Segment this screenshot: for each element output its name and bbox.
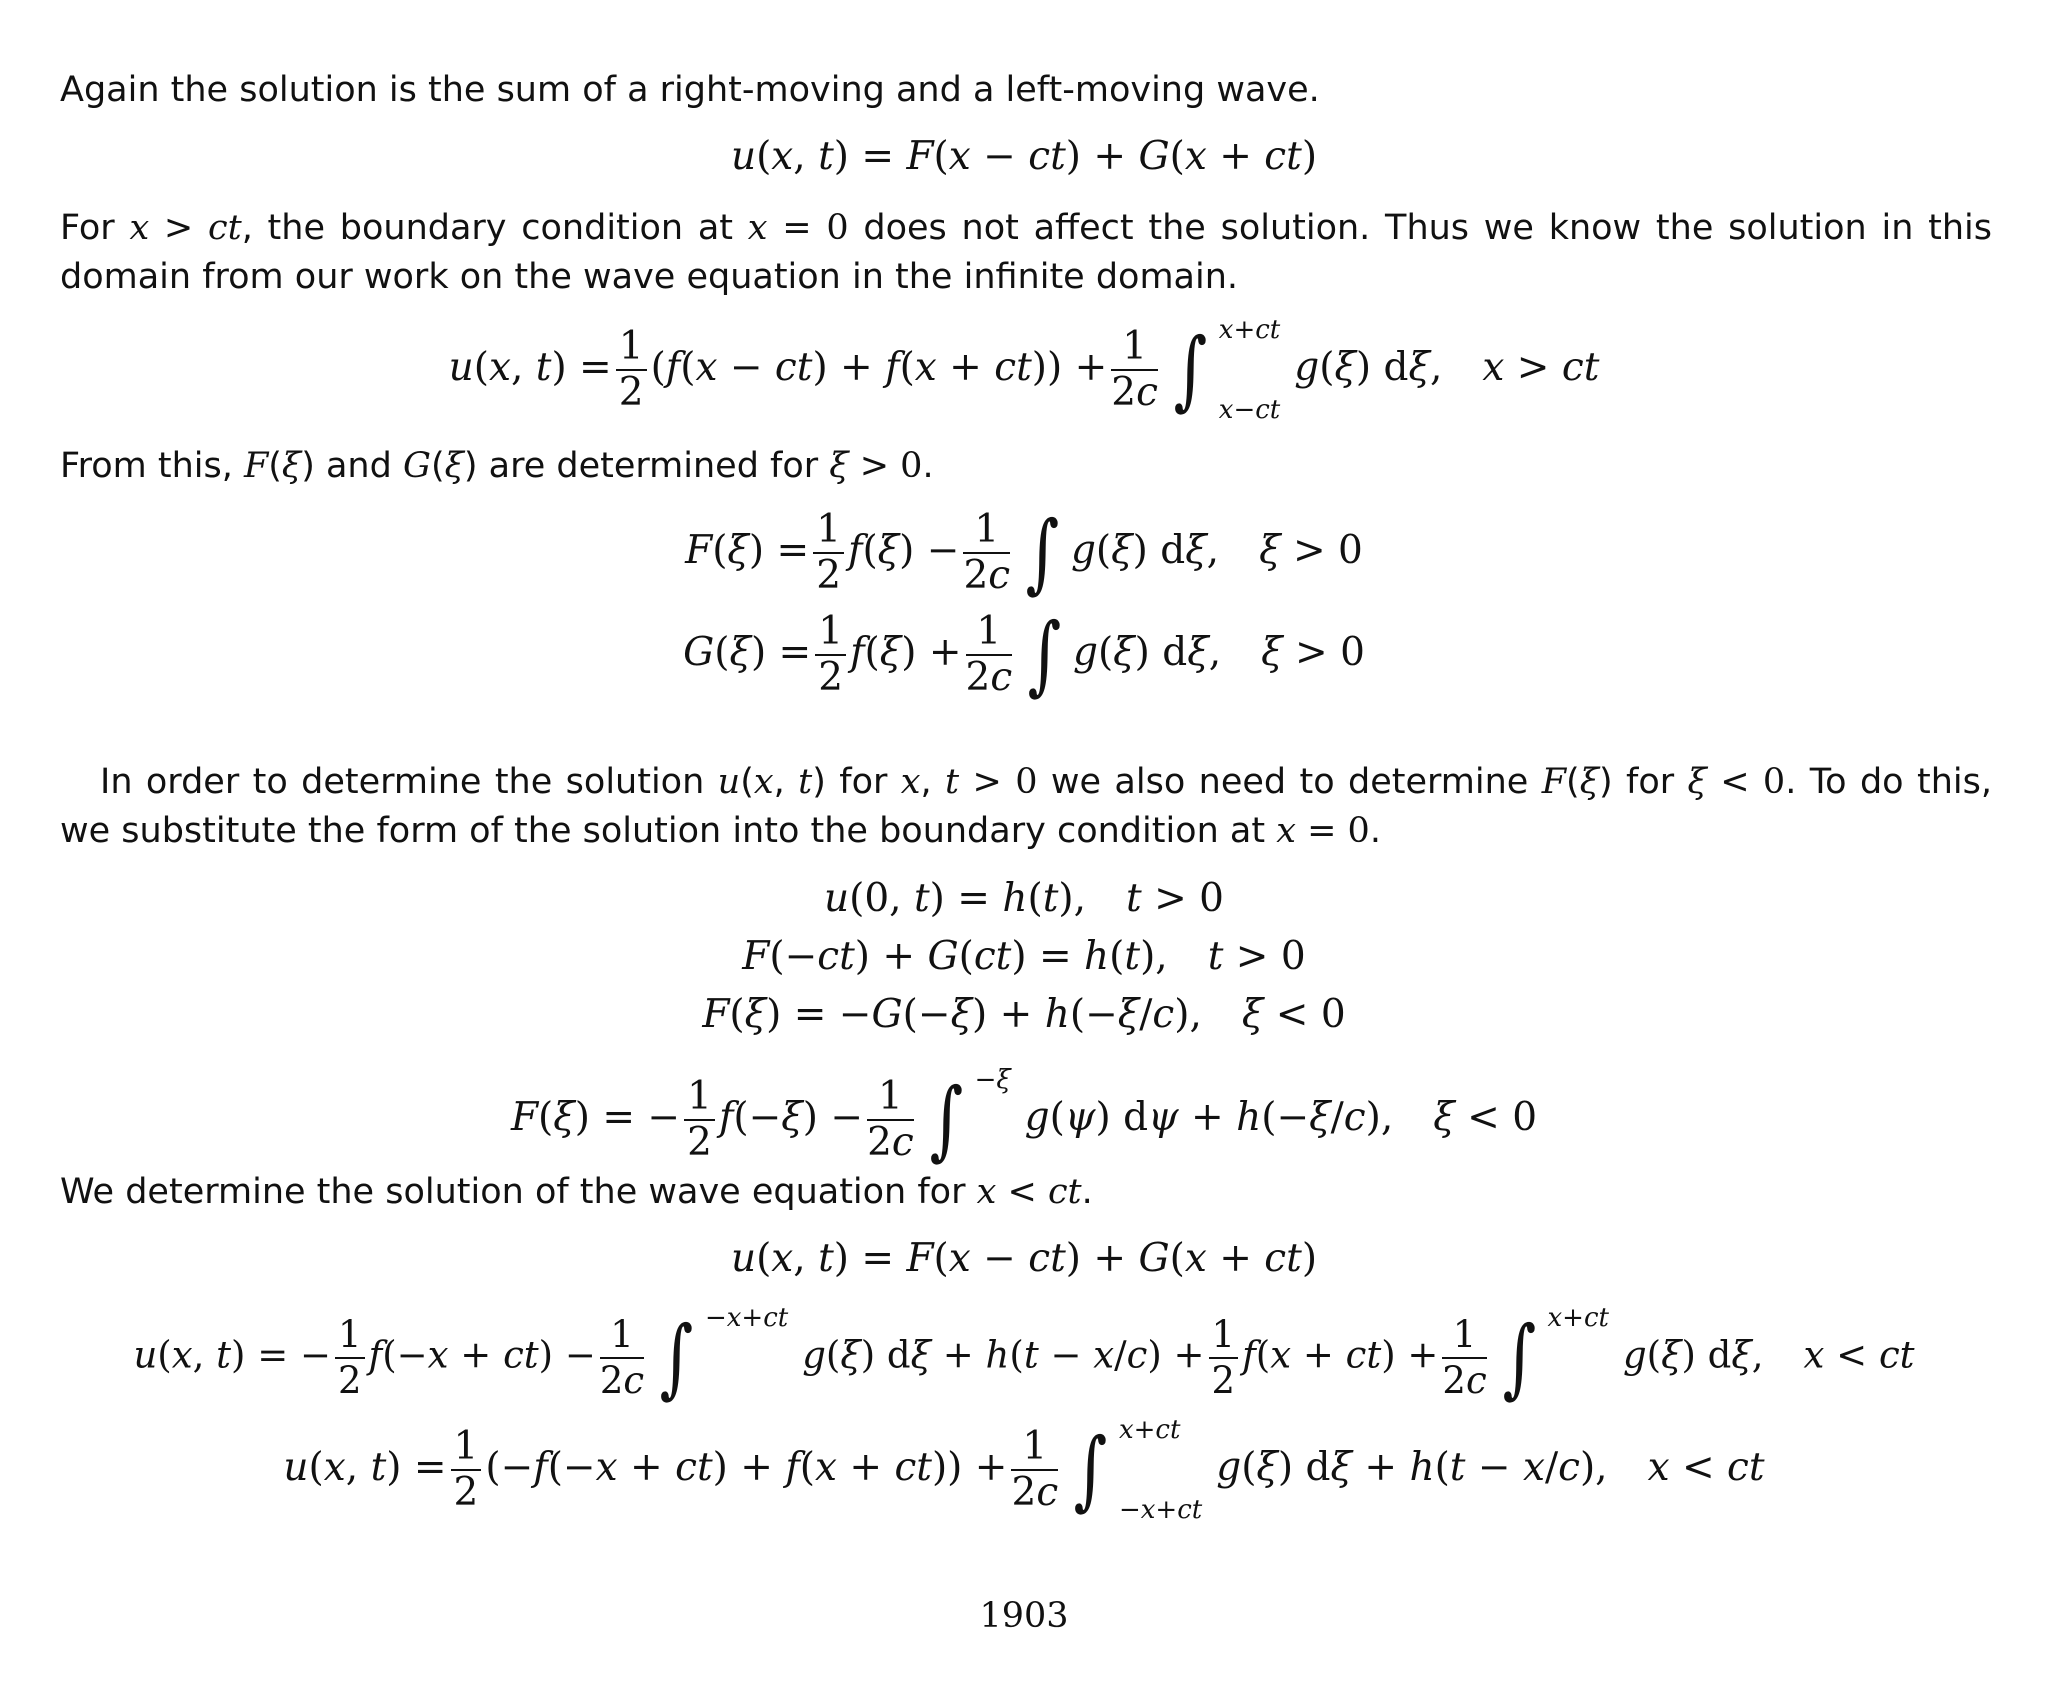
equation-general-solution: u(x, t) = F(x − ct) + G(x + ct)	[730, 134, 1318, 179]
equation-boundary-2: F(−ct) + G(ct) = h(t), t > 0	[742, 934, 1306, 979]
equation-general-solution-2: u(x, t) = F(x − ct) + G(x + ct)	[730, 1236, 1318, 1281]
equation-boundary-1: u(0, t) = h(t), t > 0	[824, 876, 1224, 921]
paragraph-determined: From this, F(ξ) and G(ξ) are determined for ξ > 0.	[60, 446, 934, 486]
page-number: 1903	[979, 1596, 1069, 1636]
equation-G-positive: G(ξ) = $\frac{1}{2}$ f(ξ) + $\frac{1}{2c}$ ∫ g(ξ) dξ, ξ > 0	[683, 605, 1365, 705]
equation-expanded-solution: u(x, t) = − $\frac{1}{2}$ f(−x + ct) − $\frac{1}{2c}$ ∫ −x+ct g(ξ) dξ + h(t − x/c) + $\frac{1}{2}$ f(x + ct) + $\frac{1}{2c}$ ∫ x+ct g(ξ) dξ, x < ct	[133, 1303, 1915, 1408]
paragraph-intro: Again the solution is the sum of a right-moving and a left-moving wave.	[60, 70, 1320, 110]
paragraph-negative-domain: In order to determine the solution u(x, t) for x, t > 0 we also need to determine F(ξ) for ξ < 0. To do this, we substitute the form of the solution into the boundary condition at x = 0.	[60, 762, 1992, 851]
paragraph-domain: For x > ct, the boundary condition at x = 0 does not affect the solution. Thus we know the solution in this domain from our work on the wave equation in the infinite domain.	[60, 208, 1992, 297]
equation-F-positive: F(ξ) = $\frac{1}{2}$ f(ξ) − $\frac{1}{2c}$ ∫ g(ξ) dξ, ξ > 0	[685, 503, 1363, 603]
equation-F-negative: F(ξ) = − $\frac{1}{2}$ f(−ξ) − $\frac{1}{2c}$ ∫ −ξ g(ψ) dψ + h(−ξ/c), ξ < 0	[510, 1065, 1538, 1170]
paragraph-solution-x-lt-ct: We determine the solution of the wave equation for x < ct.	[60, 1172, 1093, 1212]
equation-dalembert: u(x, t) = $\frac{1}{2}$ (f(x − ct) + f(x + ct)) + $\frac{1}{2c}$ ∫ x+ct x−ct g(ξ) dξ, x > ct	[448, 315, 1600, 425]
equation-boundary-3: F(ξ) = −G(−ξ) + h(−ξ/c), ξ < 0	[702, 992, 1346, 1037]
equation-final-solution: u(x, t) = $\frac{1}{2}$ (−f(−x + ct) + f(x + ct)) + $\frac{1}{2c}$ ∫ x+ct −x+ct g(ξ) dξ + h(t − x/c), x < ct	[283, 1415, 1765, 1525]
